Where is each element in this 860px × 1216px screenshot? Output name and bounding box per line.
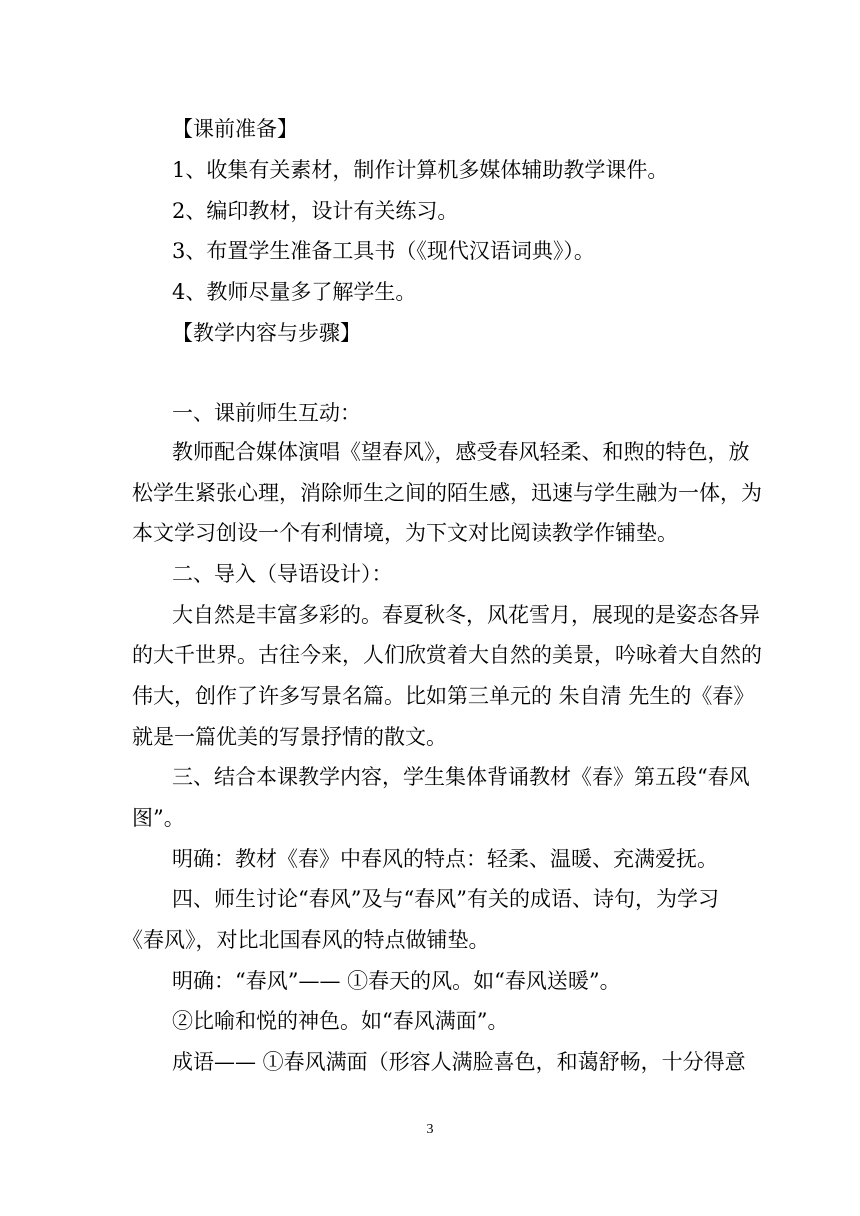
section-heading-preparation: 【课前准备】 bbox=[172, 117, 298, 141]
paragraph-line: 一、课前师生互动： bbox=[172, 401, 361, 425]
paragraph-line: 1、收集有关素材，制作计算机多媒体辅助教学课件。 bbox=[172, 158, 669, 182]
paragraph-line: 本文学习创设一个有利情境，为下文对比阅读教学作铺垫。 bbox=[132, 521, 678, 545]
paragraph-line: 3、布置学生准备工具书（《现代汉语词典》）。 bbox=[172, 239, 595, 263]
paragraph-line: 《春风》，对比北国春风的特点做铺垫。 bbox=[122, 928, 490, 952]
paragraph-line: 就是一篇优美的写景抒情的散文。 bbox=[132, 725, 447, 749]
paragraph-line: 图”。 bbox=[132, 806, 185, 830]
paragraph-line: 松学生紧张心理，消除师生之间的陌生感，迅速与学生融为一体，为 bbox=[132, 481, 762, 505]
paragraph-line: 明确：教材《春》中春风的特点：轻柔、温暖、充满爱抚。 bbox=[172, 847, 718, 871]
paragraph-line: 4、教师尽量多了解学生。 bbox=[172, 280, 417, 304]
paragraph-line: 三、结合本课教学内容，学生集体背诵教材《春》第五段“春风 bbox=[172, 765, 750, 789]
paragraph-line: 二、导入（导语设计）： bbox=[172, 562, 393, 586]
paragraph-line: 的大千世界。古往今来，人们欣赏着大自然的美景，吟咏着大自然的 bbox=[132, 643, 762, 667]
paragraph-line: 伟大，创作了许多写景名篇。比如第三单元的 朱自清 先生的《春》 bbox=[132, 684, 755, 708]
page-number: 3 bbox=[426, 1122, 434, 1137]
paragraph-line: ②比喻和悦的神色。如“春风满面”。 bbox=[172, 1009, 509, 1033]
paragraph-line: 教师配合媒体演唱《望春风》，感受春风轻柔、和煦的特色，放 bbox=[172, 440, 750, 464]
paragraph-line: 大自然是丰富多彩的。春夏秋冬，风花雪月，展现的是姿态各异 bbox=[172, 603, 760, 627]
paragraph-line: 成语—— ①春风满面（形容人满脸喜色，和蔼舒畅，十分得意 bbox=[172, 1050, 746, 1074]
paragraph-line: 2、编印教材，设计有关练习。 bbox=[172, 199, 459, 223]
section-heading-content: 【教学内容与步骤】 bbox=[172, 321, 361, 345]
paragraph-line: 四、师生讨论“春风”及与“春风”有关的成语、诗句，为学习 bbox=[172, 887, 719, 911]
paragraph-line: 明确：“春风”—— ①春天的风。如“春风送暖”。 bbox=[172, 969, 621, 993]
